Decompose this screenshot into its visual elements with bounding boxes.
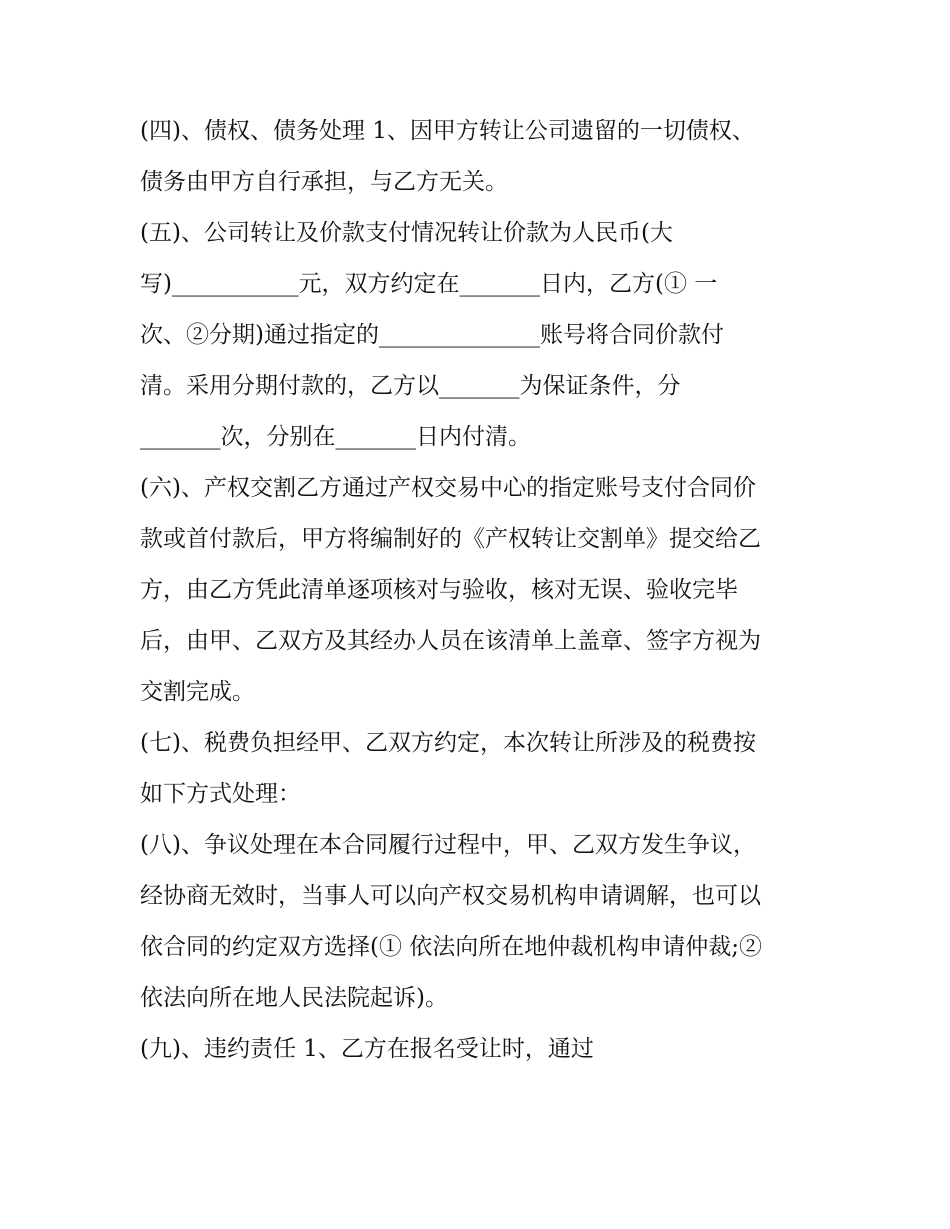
text-line-4: 写)___________元，双方约定在_______日内，乙方(① 一: [140, 271, 718, 297]
text-line-19: (九)、违约责任 1、乙方在报名受让时，通过: [140, 1036, 594, 1062]
text-line-12: 交割完成。: [140, 679, 255, 705]
text-line-5: 次、②分期)通过指定的______________账号将合同价款付: [140, 322, 724, 348]
text-line-6: 清。采用分期付款的，乙方以_______为保证条件，分: [140, 373, 681, 399]
text-line-1: (四)、债权、债务处理 1、因甲方转让公司遗留的一切债权、: [140, 118, 755, 144]
text-line-8: (六)、产权交割乙方通过产权交易中心的指定账号支付合同价: [140, 475, 756, 501]
text-line-7: _______次，分别在_______日内付清。: [140, 424, 531, 450]
text-line-9: 款或首付款后，甲方将编制好的《产权转让交割单》提交给乙: [140, 526, 761, 552]
text-line-2: 债务由甲方自行承担，与乙方无关。: [140, 169, 508, 195]
text-line-17: 依合同的约定双方选择(① 依法向所在地仲裁机构申请仲裁;②: [140, 934, 763, 960]
document-body: [140, 106, 820, 1075]
text-line-3: (五)、公司转让及价款支付情况转让价款为人民币(大: [140, 220, 673, 246]
text-line-14: 如下方式处理：: [140, 781, 301, 807]
text-line-13: (七)、税费负担经甲、乙双方约定，本次转让所涉及的税费按: [140, 730, 756, 756]
text-line-10: 方，由乙方凭此清单逐项核对与验收，核对无误、验收完毕: [140, 577, 738, 603]
text-line-18: 依法向所在地人民法院起诉)。: [140, 985, 448, 1011]
text-line-15: (八)、争议处理在本合同履行过程中，甲、乙双方发生争议，: [140, 832, 756, 858]
text-line-16: 经协商无效时，当事人可以向产权交易机构申请调解，也可以: [140, 883, 761, 909]
text-line-11: 后，由甲、乙双方及其经办人员在该清单上盖章、签字方视为: [140, 628, 761, 654]
